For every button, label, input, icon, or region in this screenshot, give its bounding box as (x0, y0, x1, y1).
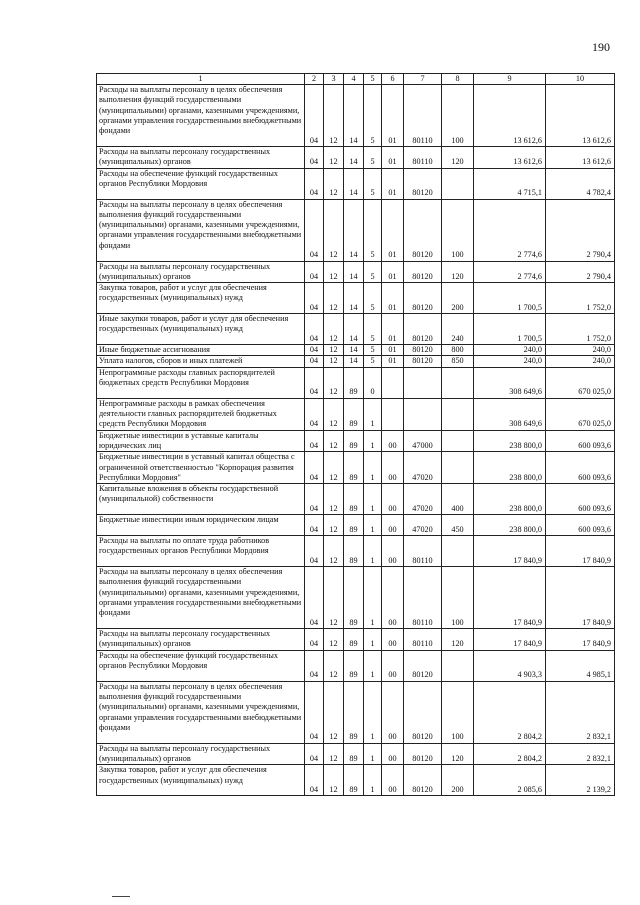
expense-type-cell: 120 (442, 629, 474, 651)
program-code-cell: 89 (344, 398, 364, 430)
section-code-cell: 04 (305, 629, 324, 651)
section-code-cell: 04 (305, 430, 324, 452)
row-name-cell: Непрограммные расходы в рамках обеспечения деятельности главных распорядителей бюджетных средств Республики Мордовия (97, 398, 305, 430)
subprogram-code-cell: 1 (364, 681, 382, 743)
event-code-cell: 00 (382, 629, 404, 651)
amount-year2-cell: 600 093,6 (546, 452, 615, 484)
expense-type-cell: 120 (442, 743, 474, 765)
subprogram-code-cell: 5 (364, 199, 382, 261)
header-cell: 8 (442, 74, 474, 85)
program-code-cell: 14 (344, 283, 364, 314)
event-code-cell: 01 (382, 147, 404, 169)
subprogram-code-cell: 1 (364, 484, 382, 515)
section-code-cell: 04 (305, 314, 324, 345)
subsection-code-cell: 12 (324, 681, 344, 743)
event-code-cell: 01 (382, 199, 404, 261)
section-code-cell: 04 (305, 283, 324, 314)
subprogram-code-cell: 1 (364, 398, 382, 430)
amount-year1-cell: 308 649,6 (474, 367, 546, 398)
expense-type-cell: 800 (442, 345, 474, 356)
section-code-cell: 04 (305, 85, 324, 147)
event-code-cell: 01 (382, 261, 404, 283)
section-code-cell: 04 (305, 515, 324, 536)
expense-type-cell (442, 650, 474, 681)
amount-year2-cell: 1 752,0 (546, 314, 615, 345)
expense-type-cell (442, 168, 474, 199)
table-header-row (97, 74, 615, 85)
program-code-cell: 14 (344, 356, 364, 367)
subprogram-code-cell: 1 (364, 629, 382, 651)
event-code-cell (382, 398, 404, 430)
row-name-cell: Расходы на выплаты персоналу государственных (муниципальных) органов (97, 629, 305, 651)
row-name-cell: Расходы на выплаты персоналу в целях обеспечения выполнения функций государственными (муниципальными) органами, казенными учреждениями, органами управления государственными внебюджетными фондами (97, 681, 305, 743)
header-cell: 10 (546, 74, 615, 85)
event-code-cell: 00 (382, 452, 404, 484)
subprogram-code-cell: 5 (364, 345, 382, 356)
expense-type-cell (442, 398, 474, 430)
row-name-cell: Закупка товаров, работ и услуг для обеспечения государственных (муниципальных) нужд (97, 283, 305, 314)
subsection-code-cell: 12 (324, 765, 344, 796)
direction-code-cell: 47020 (404, 484, 442, 515)
row-name-cell: Расходы на выплаты по оплате труда работников государственных органов Республики Мордовия (97, 536, 305, 567)
subsection-code-cell: 12 (324, 199, 344, 261)
direction-code-cell: 80120 (404, 168, 442, 199)
amount-year2-cell: 670 025,0 (546, 398, 615, 430)
subsection-code-cell: 12 (324, 567, 344, 629)
direction-code-cell (404, 398, 442, 430)
program-code-cell: 89 (344, 515, 364, 536)
row-name-cell: Расходы на выплаты персоналу государственных (муниципальных) органов (97, 261, 305, 283)
amount-year1-cell: 2 774,6 (474, 261, 546, 283)
program-code-cell: 14 (344, 314, 364, 345)
amount-year1-cell: 2 804,2 (474, 743, 546, 765)
direction-code-cell: 80110 (404, 567, 442, 629)
program-code-cell: 89 (344, 743, 364, 765)
amount-year1-cell: 240,0 (474, 345, 546, 356)
subsection-code-cell: 12 (324, 452, 344, 484)
table-row (97, 536, 615, 567)
subprogram-code-cell: 5 (364, 314, 382, 345)
row-name-cell: Закупка товаров, работ и услуг для обеспечения государственных (муниципальных) нужд (97, 765, 305, 796)
table-row (97, 398, 615, 430)
direction-code-cell: 80120 (404, 345, 442, 356)
section-code-cell: 04 (305, 398, 324, 430)
expense-type-cell (442, 536, 474, 567)
subsection-code-cell: 12 (324, 261, 344, 283)
amount-year2-cell: 600 093,6 (546, 515, 615, 536)
subsection-code-cell: 12 (324, 430, 344, 452)
row-name-cell: Уплата налогов, сборов и иных платежей (97, 356, 305, 367)
direction-code-cell: 47000 (404, 430, 442, 452)
amount-year1-cell: 238 800,0 (474, 515, 546, 536)
table-row (97, 168, 615, 199)
subsection-code-cell: 12 (324, 484, 344, 515)
direction-code-cell: 47020 (404, 515, 442, 536)
subsection-code-cell: 12 (324, 283, 344, 314)
event-code-cell: 01 (382, 345, 404, 356)
direction-code-cell: 80110 (404, 147, 442, 169)
amount-year2-cell: 13 612,6 (546, 147, 615, 169)
event-code-cell: 00 (382, 430, 404, 452)
subprogram-code-cell: 1 (364, 743, 382, 765)
program-code-cell: 89 (344, 681, 364, 743)
subprogram-code-cell: 1 (364, 765, 382, 796)
program-code-cell: 14 (344, 168, 364, 199)
event-code-cell: 00 (382, 484, 404, 515)
row-name-cell: Расходы на выплаты персоналу государственных (муниципальных) органов (97, 147, 305, 169)
table-row (97, 147, 615, 169)
direction-code-cell: 80120 (404, 681, 442, 743)
direction-code-cell: 80120 (404, 356, 442, 367)
amount-year1-cell: 13 612,6 (474, 147, 546, 169)
row-name-cell: Расходы на обеспечение функций государственных органов Республики Мордовия (97, 650, 305, 681)
amount-year2-cell: 2 832,1 (546, 681, 615, 743)
row-name-cell: Бюджетные инвестиции в уставные капиталы юридических лиц (97, 430, 305, 452)
event-code-cell: 00 (382, 765, 404, 796)
subprogram-code-cell: 1 (364, 452, 382, 484)
direction-code-cell: 80120 (404, 283, 442, 314)
expense-type-cell: 100 (442, 681, 474, 743)
expense-type-cell: 200 (442, 765, 474, 796)
amount-year1-cell: 17 840,9 (474, 536, 546, 567)
amount-year1-cell: 4 903,3 (474, 650, 546, 681)
row-name-cell: Бюджетные инвестиции иным юридическим лицам (97, 515, 305, 536)
subsection-code-cell: 12 (324, 314, 344, 345)
event-code-cell: 00 (382, 536, 404, 567)
program-code-cell: 89 (344, 765, 364, 796)
row-name-cell: Иные закупки товаров, работ и услуг для обеспечения государственных (муниципальных) нужд (97, 314, 305, 345)
table-row (97, 484, 615, 515)
section-code-cell: 04 (305, 367, 324, 398)
table-row (97, 261, 615, 283)
table-row (97, 515, 615, 536)
program-code-cell: 14 (344, 261, 364, 283)
amount-year2-cell: 1 752,0 (546, 283, 615, 314)
amount-year1-cell: 238 800,0 (474, 452, 546, 484)
expense-type-cell (442, 452, 474, 484)
amount-year2-cell: 17 840,9 (546, 629, 615, 651)
subsection-code-cell: 12 (324, 743, 344, 765)
table-row (97, 452, 615, 484)
amount-year1-cell: 240,0 (474, 356, 546, 367)
event-code-cell: 00 (382, 681, 404, 743)
amount-year1-cell: 13 612,6 (474, 85, 546, 147)
program-code-cell: 89 (344, 452, 364, 484)
section-code-cell: 04 (305, 452, 324, 484)
amount-year2-cell: 2 790,4 (546, 261, 615, 283)
amount-year2-cell: 240,0 (546, 345, 615, 356)
event-code-cell (382, 367, 404, 398)
row-name-cell: Расходы на выплаты персоналу государственных (муниципальных) органов (97, 743, 305, 765)
subprogram-code-cell: 5 (364, 283, 382, 314)
direction-code-cell: 80120 (404, 743, 442, 765)
event-code-cell: 01 (382, 85, 404, 147)
subprogram-code-cell: 5 (364, 147, 382, 169)
program-code-cell: 14 (344, 85, 364, 147)
header-cell: 1 (97, 74, 305, 85)
direction-code-cell: 80120 (404, 314, 442, 345)
subsection-code-cell: 12 (324, 515, 344, 536)
amount-year1-cell: 1 700,5 (474, 283, 546, 314)
subsection-code-cell: 12 (324, 345, 344, 356)
expense-type-cell: 100 (442, 85, 474, 147)
header-cell: 2 (305, 74, 324, 85)
section-code-cell: 04 (305, 199, 324, 261)
table-row (97, 85, 615, 147)
direction-code-cell: 80120 (404, 199, 442, 261)
section-code-cell: 04 (305, 681, 324, 743)
subsection-code-cell: 12 (324, 85, 344, 147)
amount-year1-cell: 238 800,0 (474, 430, 546, 452)
amount-year2-cell: 670 025,0 (546, 367, 615, 398)
header-cell: 9 (474, 74, 546, 85)
amount-year2-cell: 17 840,9 (546, 536, 615, 567)
subsection-code-cell: 12 (324, 168, 344, 199)
amount-year1-cell: 2 774,6 (474, 199, 546, 261)
subprogram-code-cell: 5 (364, 261, 382, 283)
amount-year2-cell: 4 782,4 (546, 168, 615, 199)
section-code-cell: 04 (305, 765, 324, 796)
subprogram-code-cell: 5 (364, 356, 382, 367)
header-cell: 5 (364, 74, 382, 85)
event-code-cell: 00 (382, 515, 404, 536)
program-code-cell: 14 (344, 147, 364, 169)
expense-type-cell (442, 367, 474, 398)
direction-code-cell: 80110 (404, 85, 442, 147)
expense-type-cell: 120 (442, 261, 474, 283)
footer-mark (112, 896, 130, 897)
table-row (97, 367, 615, 398)
expense-type-cell: 450 (442, 515, 474, 536)
page-number: 190 (592, 40, 610, 54)
expense-type-cell (442, 430, 474, 452)
subsection-code-cell: 12 (324, 536, 344, 567)
section-code-cell: 04 (305, 147, 324, 169)
table-row (97, 681, 615, 743)
section-code-cell: 04 (305, 536, 324, 567)
expense-type-cell: 850 (442, 356, 474, 367)
expense-type-cell: 100 (442, 199, 474, 261)
table-row (97, 345, 615, 356)
row-name-cell: Капитальные вложения в объекты государственной (муниципальной) собственности (97, 484, 305, 515)
amount-year2-cell: 2 139,2 (546, 765, 615, 796)
program-code-cell: 14 (344, 345, 364, 356)
amount-year1-cell: 1 700,5 (474, 314, 546, 345)
subprogram-code-cell: 1 (364, 536, 382, 567)
section-code-cell: 04 (305, 168, 324, 199)
table-row (97, 283, 615, 314)
row-name-cell: Расходы на обеспечение функций государственных органов Республики Мордовия (97, 168, 305, 199)
direction-code-cell: 47020 (404, 452, 442, 484)
table-row (97, 314, 615, 345)
direction-code-cell: 80120 (404, 650, 442, 681)
subsection-code-cell: 12 (324, 367, 344, 398)
subsection-code-cell: 12 (324, 356, 344, 367)
header-cell: 3 (324, 74, 344, 85)
event-code-cell: 01 (382, 314, 404, 345)
program-code-cell: 89 (344, 484, 364, 515)
row-name-cell: Расходы на выплаты персоналу в целях обеспечения выполнения функций государственными (муниципальными) органами, казенными учреждениями, органами управления государственными внебюджетными фондами (97, 567, 305, 629)
amount-year2-cell: 13 612,6 (546, 85, 615, 147)
subprogram-code-cell: 0 (364, 367, 382, 398)
row-name-cell: Иные бюджетные ассигнования (97, 345, 305, 356)
table-row (97, 356, 615, 367)
subprogram-code-cell: 1 (364, 430, 382, 452)
header-cell: 6 (382, 74, 404, 85)
section-code-cell: 04 (305, 484, 324, 515)
direction-code-cell: 80110 (404, 629, 442, 651)
subprogram-code-cell: 1 (364, 650, 382, 681)
section-code-cell: 04 (305, 345, 324, 356)
event-code-cell: 01 (382, 356, 404, 367)
amount-year1-cell: 17 840,9 (474, 567, 546, 629)
section-code-cell: 04 (305, 261, 324, 283)
direction-code-cell: 80120 (404, 261, 442, 283)
direction-code-cell (404, 367, 442, 398)
subsection-code-cell: 12 (324, 147, 344, 169)
program-code-cell: 89 (344, 650, 364, 681)
expense-type-cell: 100 (442, 567, 474, 629)
section-code-cell: 04 (305, 567, 324, 629)
table-row (97, 765, 615, 796)
program-code-cell: 14 (344, 199, 364, 261)
program-code-cell: 89 (344, 367, 364, 398)
program-code-cell: 89 (344, 567, 364, 629)
table-row (97, 650, 615, 681)
direction-code-cell: 80110 (404, 536, 442, 567)
event-code-cell: 00 (382, 567, 404, 629)
amount-year1-cell: 2 804,2 (474, 681, 546, 743)
table-row (97, 629, 615, 651)
subprogram-code-cell: 5 (364, 85, 382, 147)
event-code-cell: 00 (382, 650, 404, 681)
expense-type-cell: 240 (442, 314, 474, 345)
row-name-cell: Расходы на выплаты персоналу в целях обеспечения выполнения функций государственными (муниципальными) органами, казенными учреждениями, органами управления государственными внебюджетными фондами (97, 85, 305, 147)
section-code-cell: 04 (305, 356, 324, 367)
expense-type-cell: 120 (442, 147, 474, 169)
subprogram-code-cell: 5 (364, 168, 382, 199)
program-code-cell: 89 (344, 430, 364, 452)
program-code-cell: 89 (344, 536, 364, 567)
header-cell: 7 (404, 74, 442, 85)
budget-table (96, 73, 615, 796)
row-name-cell: Бюджетные инвестиции в уставный капитал общества с ограниченной ответственностью "Корпорация развития Республики Мордовия" (97, 452, 305, 484)
section-code-cell: 04 (305, 650, 324, 681)
subprogram-code-cell: 1 (364, 515, 382, 536)
table-row (97, 199, 615, 261)
amount-year1-cell: 2 085,6 (474, 765, 546, 796)
amount-year1-cell: 4 715,1 (474, 168, 546, 199)
table-row (97, 430, 615, 452)
subsection-code-cell: 12 (324, 650, 344, 681)
amount-year2-cell: 17 840,9 (546, 567, 615, 629)
event-code-cell: 01 (382, 168, 404, 199)
event-code-cell: 01 (382, 283, 404, 314)
expense-type-cell: 200 (442, 283, 474, 314)
amount-year1-cell: 308 649,6 (474, 398, 546, 430)
row-name-cell: Непрограммные расходы главных распорядителей бюджетных средств Республики Мордовия (97, 367, 305, 398)
program-code-cell: 89 (344, 629, 364, 651)
amount-year2-cell: 600 093,6 (546, 484, 615, 515)
amount-year2-cell: 2 790,4 (546, 199, 615, 261)
amount-year2-cell: 240,0 (546, 356, 615, 367)
subsection-code-cell: 12 (324, 629, 344, 651)
direction-code-cell: 80120 (404, 765, 442, 796)
subsection-code-cell: 12 (324, 398, 344, 430)
subprogram-code-cell: 1 (364, 567, 382, 629)
amount-year2-cell: 4 985,1 (546, 650, 615, 681)
amount-year1-cell: 17 840,9 (474, 629, 546, 651)
amount-year1-cell: 238 800,0 (474, 484, 546, 515)
header-cell: 4 (344, 74, 364, 85)
event-code-cell: 00 (382, 743, 404, 765)
amount-year2-cell: 600 093,6 (546, 430, 615, 452)
section-code-cell: 04 (305, 743, 324, 765)
amount-year2-cell: 2 832,1 (546, 743, 615, 765)
expense-type-cell: 400 (442, 484, 474, 515)
table-row (97, 567, 615, 629)
table-row (97, 743, 615, 765)
row-name-cell: Расходы на выплаты персоналу в целях обеспечения выполнения функций государственными (муниципальными) органами, казенными учреждениями, органами управления государственными внебюджетными фондами (97, 199, 305, 261)
